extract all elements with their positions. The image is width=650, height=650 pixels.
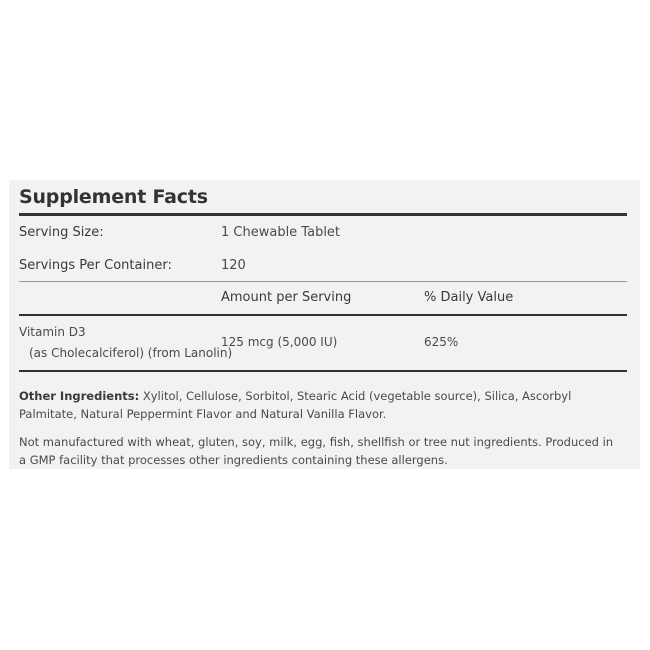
other-ingredients [19, 387, 619, 423]
nutrient-daily-value: 625% [424, 335, 459, 349]
nutrient-amount: 125 mcg (5,000 IU) [221, 335, 338, 349]
serving-size-label: Serving Size: [19, 225, 104, 240]
nutrient-name: Vitamin D3 [19, 325, 86, 339]
supplement-facts-panel [9, 180, 640, 469]
other-ingredients-label: Other Ingredients: [19, 389, 140, 403]
nutrient-source: (as Cholecalciferol) (from Lanolin) [29, 346, 233, 360]
serving-size-value: 1 Chewable Tablet [221, 225, 341, 240]
title-divider [19, 213, 627, 216]
nutrient-divider [19, 370, 627, 372]
column-header-amount: Amount per Serving [221, 290, 352, 305]
servings-per-container-value: 120 [221, 258, 246, 273]
header-divider [19, 314, 627, 316]
servings-divider [19, 281, 627, 282]
column-header-daily-value: % Daily Value [424, 290, 514, 305]
other-ingredients-text: Xylitol, Cellulose, Sorbitol, Stearic Acid (vegetable source), Silica, Ascorbyl Palmitate, Natural Peppermint Flavor and Natural Vanilla Flavor. [19, 389, 572, 421]
allergen-note: Not manufactured with wheat, gluten, soy, milk, egg, fish, shellfish or tree nut ingredients. Produced in a GMP facility that processes other ingredients containing these allergens. [19, 435, 614, 467]
panel-title: Supplement Facts [19, 186, 208, 208]
servings-per-container-label: Servings Per Container: [19, 258, 172, 273]
